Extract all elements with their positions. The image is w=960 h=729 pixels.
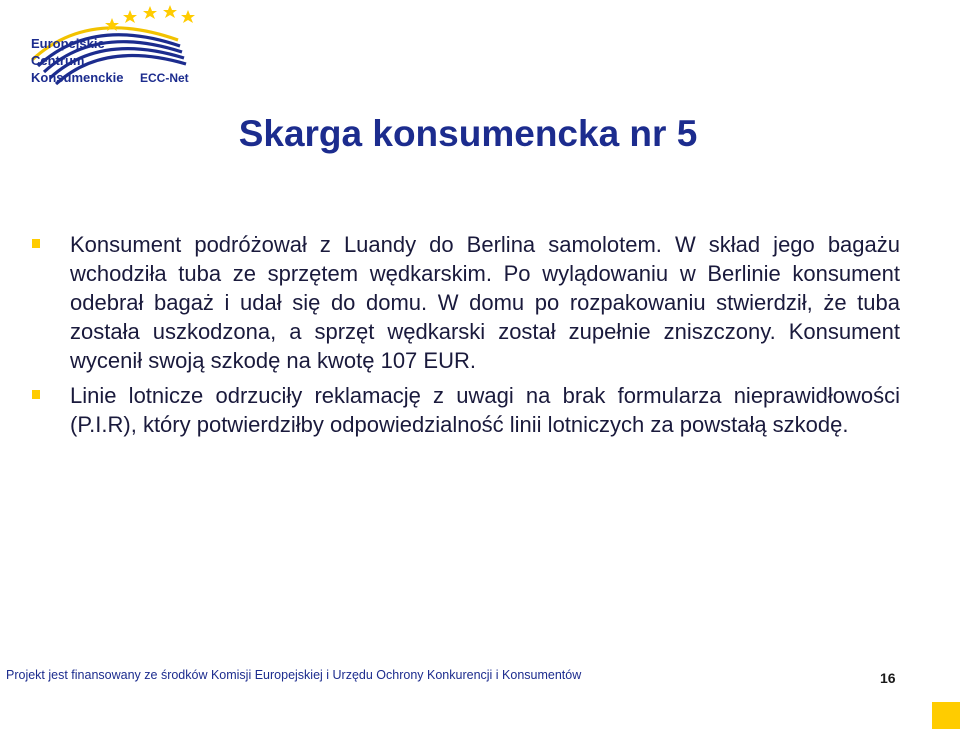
square-bullet-icon: [32, 239, 40, 248]
bullet-text: Konsument podróżował z Luandy do Berlina samolotem. W skład jego bagażu wchodziła tuba ze sprzętem wędkarskim. Po wylądowaniu w Berlinie konsument odebrał bagaż i udał się do domu. W domu po rozpakowaniu stwierdził, że tuba została uszkodzona, a sprzęt wędkarski został zupełnie zniszczony. Konsument wycenił swoją szkodę na kwotę 107 EUR.: [70, 232, 900, 373]
logo-line2: Centrum: [31, 53, 85, 68]
footer-funding-note: Projekt jest finansowany ze środków Komisji Europejskiej i Urzędu Ochrony Konkurencji i Konsumentów: [6, 668, 582, 682]
corner-decoration: [932, 702, 960, 729]
ecc-net-logo: [18, 2, 203, 98]
bullet-text: Linie lotnicze odrzuciły reklamację z uwagi na brak formularza nieprawidłowości (P.I.R), który potwierdziłby odpowiedzialność linii lotniczych za powstałą szkodę.: [70, 383, 900, 437]
logo-network: ECC-Net: [140, 71, 189, 85]
logo-line1: Europejskie: [31, 36, 105, 51]
logo-line3: Konsumenckie: [31, 70, 124, 85]
bullet-item: [32, 230, 900, 375]
square-bullet-icon: [32, 390, 40, 399]
bullet-list: [32, 230, 900, 439]
slide-title: Skarga konsumencka nr 5: [238, 113, 698, 154]
page-number: 16: [880, 670, 896, 686]
bullet-item: [32, 381, 900, 439]
